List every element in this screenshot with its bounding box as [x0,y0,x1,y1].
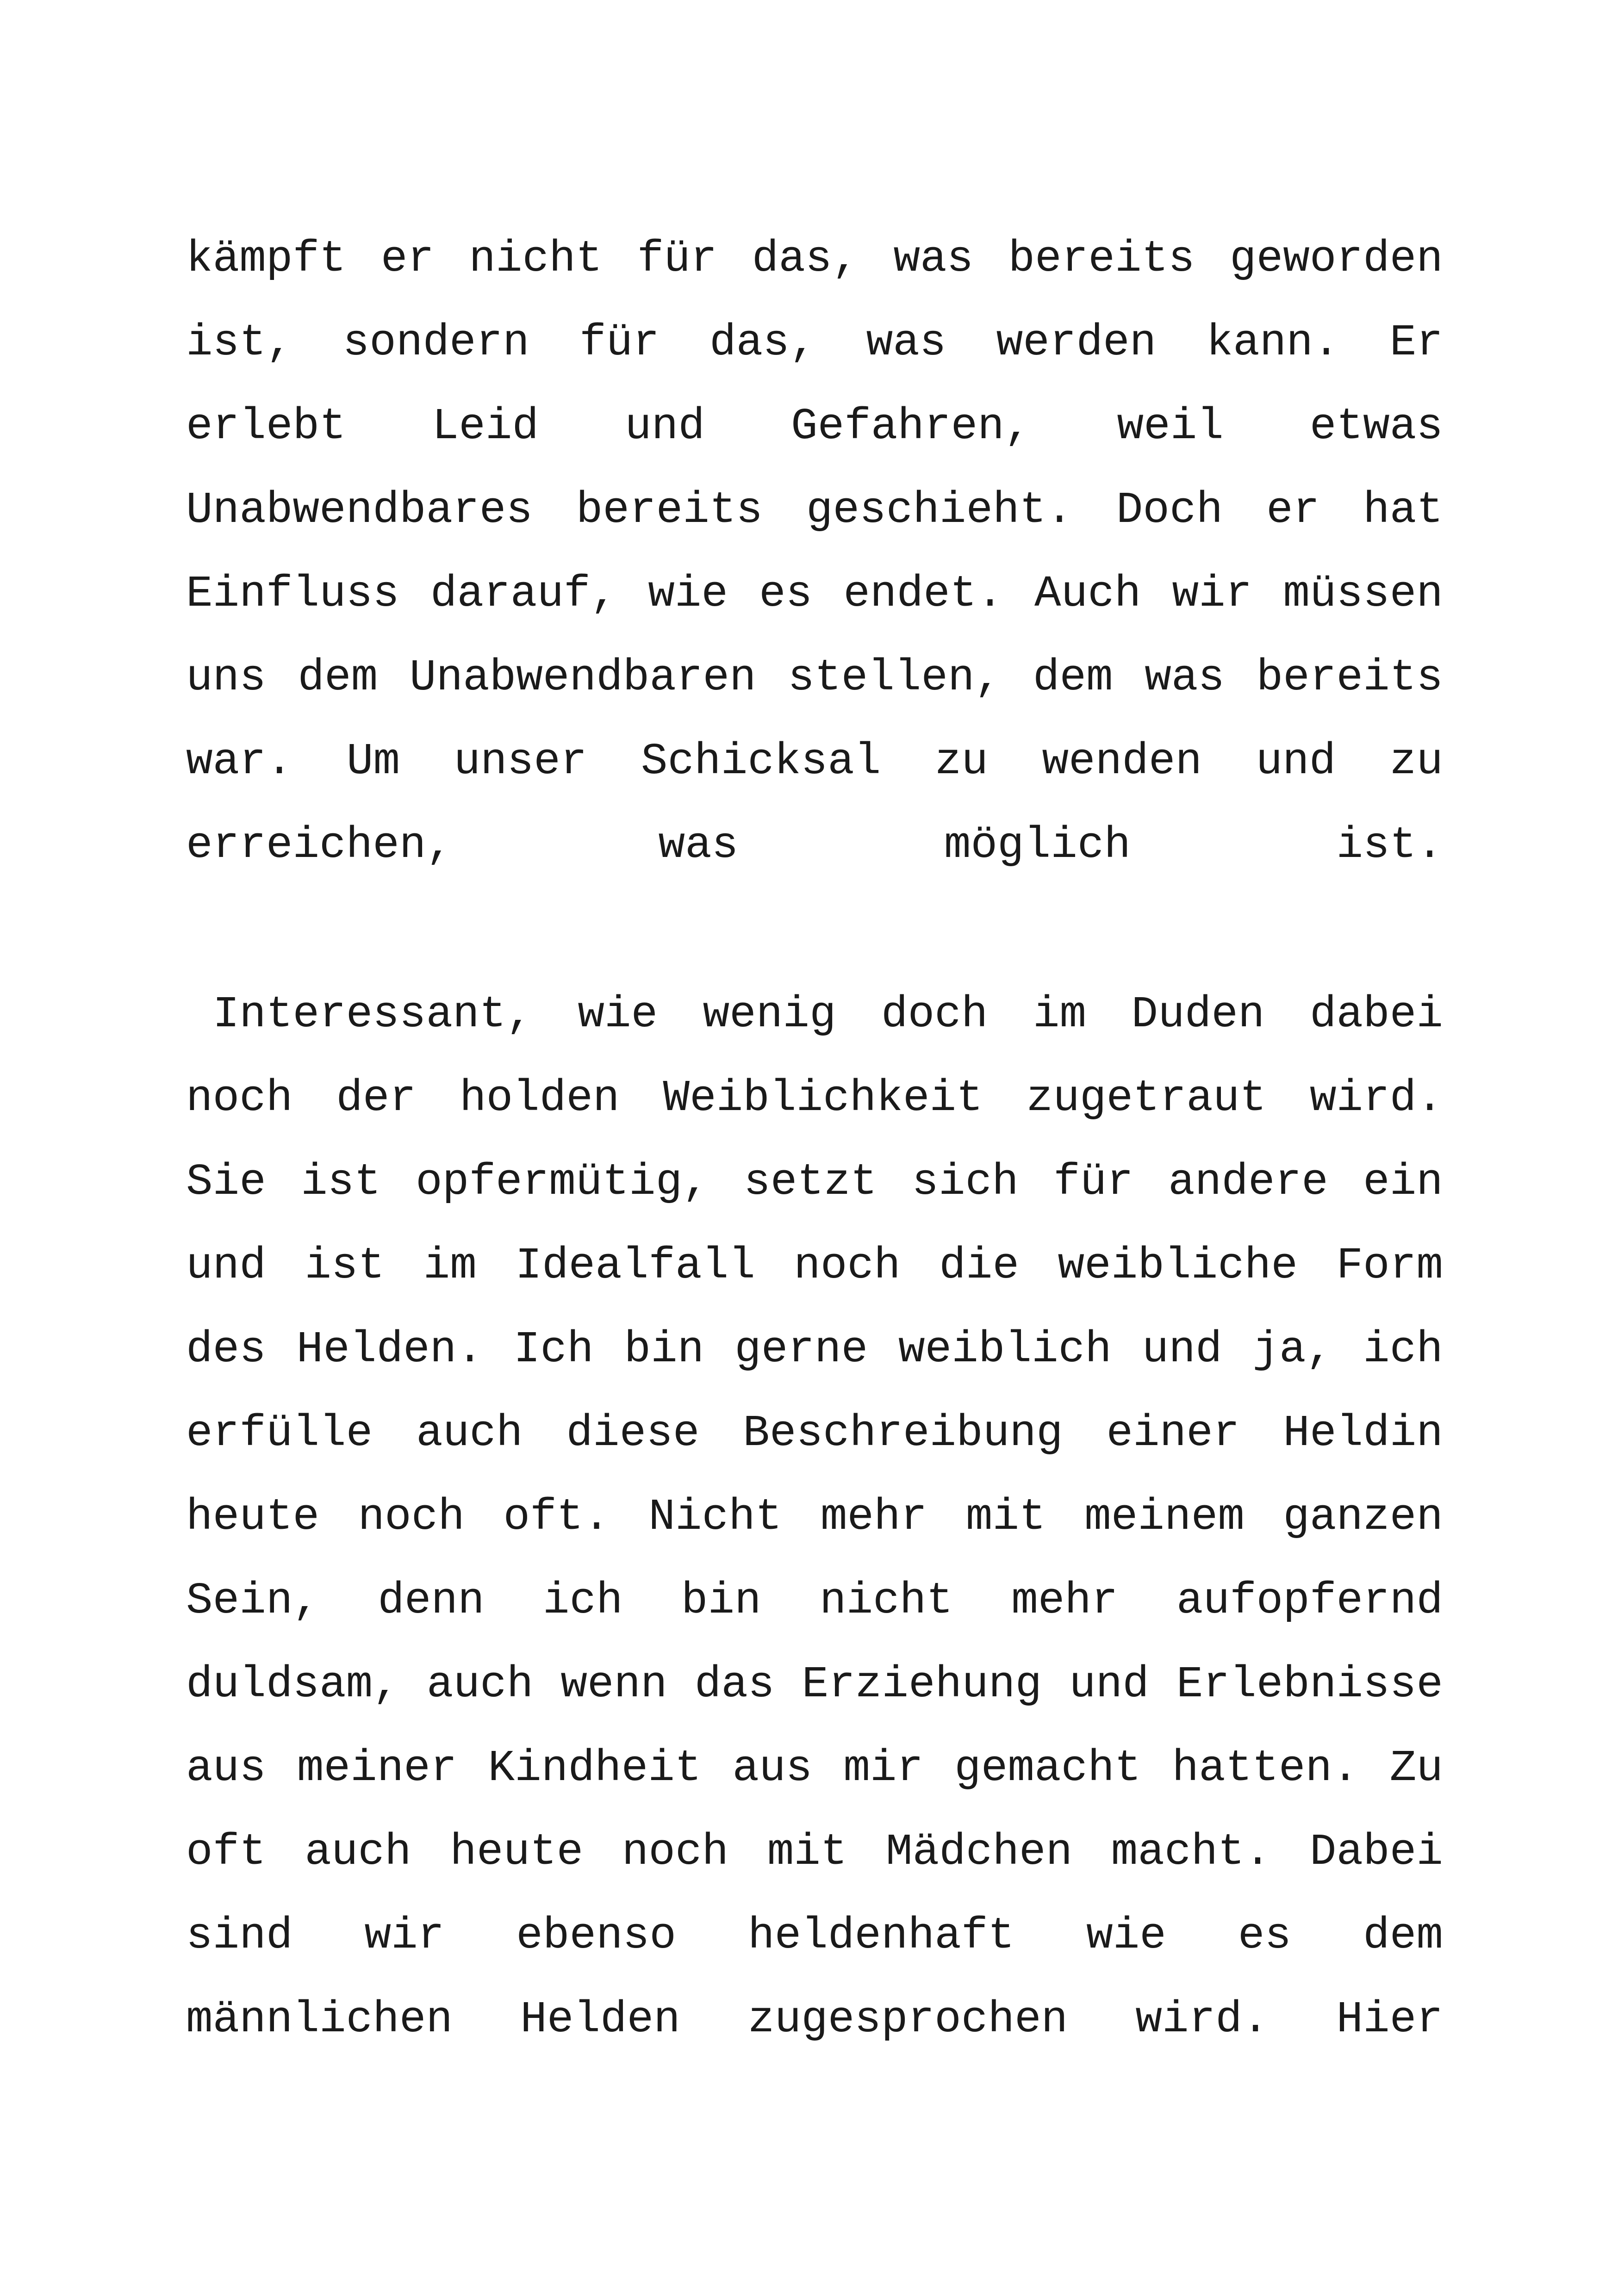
word: ist, [186,317,293,368]
word: Erziehung [802,1659,1042,1710]
text-line [186,1908,1443,1964]
word: und [1256,736,1336,787]
word: ganzen [1283,1492,1443,1542]
word: ebenso [516,1911,676,1961]
text-line [186,1741,1443,1796]
text-line [186,1238,1443,1294]
word: duldsam, [186,1659,399,1710]
text-line [186,1657,1443,1713]
word: setzt [744,1157,877,1207]
text-line [186,231,1443,287]
word: oft [186,1827,266,1877]
word: weibliche [1058,1241,1298,1291]
word: was [658,820,739,870]
word: Beschreibung [743,1408,1063,1458]
word: auch [305,1827,411,1877]
word: ich [542,1576,623,1626]
word: mehr [820,1492,927,1542]
word: Sein, [186,1576,320,1626]
word: Nicht [648,1492,782,1542]
word: Um [346,736,400,787]
word: Ich [513,1324,594,1375]
word: ja, [1252,1324,1333,1375]
word: die [939,1241,1020,1291]
word: oft. [503,1492,610,1542]
word: es [1238,1911,1292,1961]
text-line [186,1154,1443,1210]
word: geworden [1230,234,1443,284]
word: was [1145,652,1225,703]
word: meinem [1084,1492,1245,1542]
word: erlebt [186,401,346,452]
word: auch [416,1408,523,1458]
word: dem [298,652,378,703]
word: ist. [1336,820,1443,870]
text-line [186,566,1443,622]
word: Unabwendbaren [409,652,756,703]
word: ist [305,1241,385,1291]
word: nicht [469,234,603,284]
word: erreichen, [186,820,453,870]
word: des [186,1324,266,1375]
word: zugetraut [1026,1073,1267,1123]
word: gerne [734,1324,868,1375]
word: Schicksal [641,736,881,787]
word: Einfluss [186,569,399,619]
word: es [759,569,813,619]
word: holden [459,1073,620,1123]
word: aus [732,1743,813,1793]
word: noch [358,1492,465,1542]
word: er [380,234,435,284]
text-line [186,1824,1443,1880]
word: was [866,317,946,368]
word: heute [186,1492,320,1542]
word: nicht [819,1576,953,1626]
word: etwas [1309,401,1443,452]
word: der [336,1073,417,1123]
word: das, [752,234,859,284]
word: Form [1336,1241,1443,1291]
word: aus [186,1743,266,1793]
word: doch [881,989,988,1040]
word: uns [186,652,266,703]
word: erfülle [186,1408,373,1458]
word: noch [186,1073,293,1123]
word: ist [301,1157,381,1207]
word: wie [578,989,658,1040]
word: sind [186,1911,293,1961]
word: wird. [1135,1994,1269,2045]
word: aufopfernd [1176,1576,1443,1626]
word: Auch [1034,569,1141,619]
word: Doch [1116,485,1223,535]
word: kämpft [186,234,346,284]
word: auch [426,1659,534,1710]
word: mit [965,1492,1046,1542]
word: weiblich [898,1324,1112,1375]
word: im [423,1241,477,1291]
word: darauf, [430,569,617,619]
word: was [893,234,974,284]
word: dem [1033,652,1113,703]
text-line [186,650,1443,706]
text-line [186,399,1443,454]
word: geschieht. [806,485,1073,535]
word: hatten. [1172,1743,1359,1793]
word: wenden [1042,736,1202,787]
word: Mädchen [886,1827,1073,1877]
word: zu [1389,736,1443,787]
word: Helden [520,1994,680,2045]
word: bin [624,1324,704,1375]
word: und [625,401,705,452]
word: wie [1086,1911,1166,1961]
word: ein [1363,1157,1443,1207]
word: wir [364,1911,445,1961]
word: für [1053,1157,1133,1207]
text-line [186,315,1443,371]
word: im [1033,989,1087,1040]
word: weil [1117,401,1224,452]
word: endet. [843,569,1003,619]
word: noch [622,1827,729,1877]
text-line [186,1489,1443,1545]
word: wird. [1309,1073,1443,1123]
word: Sie [186,1157,266,1207]
word: ich [1363,1324,1443,1375]
word: bereits [1008,234,1195,284]
word: das, [709,317,816,368]
word: gemacht [954,1743,1141,1793]
word: Duden [1131,989,1265,1040]
word: stellen, [788,652,1002,703]
text-line [186,1992,1443,2048]
word: Kindheit [488,1743,702,1793]
word: das [694,1659,775,1710]
text-line [186,1071,1443,1126]
word: mir [843,1743,924,1793]
word: war. [186,736,293,787]
word: möglich [944,820,1131,870]
word: und [186,1241,266,1291]
word: bereits [576,485,763,535]
text-line [186,734,1443,789]
word: für [579,317,660,368]
text-line [186,483,1443,538]
text-line [186,1322,1443,1378]
text-line [186,987,1443,1043]
text-line [186,1406,1443,1461]
word: zu [934,736,989,787]
word: hat [1363,485,1443,535]
word: er [1266,485,1320,535]
word: bin [681,1576,761,1626]
word: opfermütig, [416,1157,709,1207]
word: Heldin [1283,1408,1443,1458]
word: sondern [342,317,529,368]
word: einer [1106,1408,1240,1458]
word: wie [648,569,728,619]
word: Dabei [1309,1827,1443,1877]
word: Hier [1336,1994,1443,2045]
word: Weiblichkeit [663,1073,983,1123]
word: Interessant, [186,989,533,1040]
word: Unabwendbares [186,485,533,535]
word: Gefahren, [790,401,1031,452]
word: sich [912,1157,1019,1207]
word: männlichen [186,1994,453,2045]
word: Helden. [296,1324,483,1375]
word: Idealfall [515,1241,755,1291]
word: macht. [1111,1827,1271,1877]
word: bereits [1256,652,1443,703]
word: heute [450,1827,584,1877]
text-line [186,818,1443,873]
word: für [637,234,717,284]
word: diese [566,1408,700,1458]
word: müssen [1283,569,1443,619]
word: wenn [560,1659,667,1710]
word: wir [1172,569,1252,619]
word: dabei [1309,989,1443,1040]
word: und [1142,1324,1222,1375]
word: dem [1363,1911,1443,1961]
word: heldenhaft [747,1911,1015,1961]
word: Leid [432,401,539,452]
word: Erlebnisse [1176,1659,1443,1710]
word: zugesprochen [747,1994,1068,2045]
word: mehr [1011,1576,1118,1626]
word: Er [1389,317,1443,368]
word: werden [996,317,1157,368]
word: mit [767,1827,847,1877]
text-line [186,1573,1443,1629]
word: denn [378,1576,485,1626]
word: noch [794,1241,901,1291]
word: meiner [297,1743,457,1793]
word: und [1069,1659,1149,1710]
word: unser [454,736,587,787]
word: wenig [703,989,836,1040]
word: Zu [1389,1743,1443,1793]
word: andere [1168,1157,1328,1207]
word: kann. [1206,317,1340,368]
